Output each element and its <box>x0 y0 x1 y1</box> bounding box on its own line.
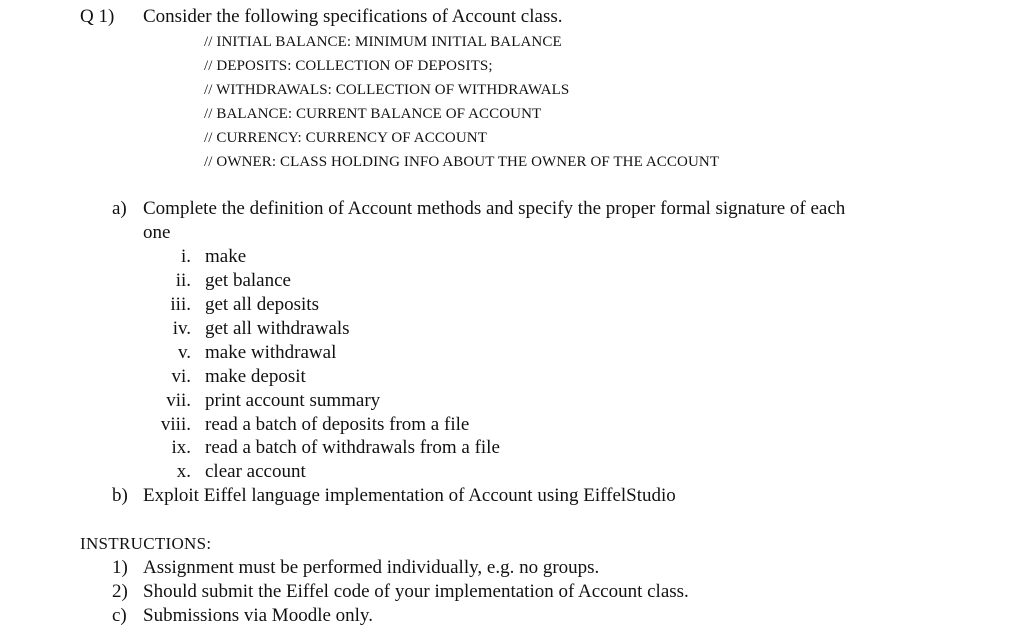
part-b-text: Exploit Eiffel language implementation of Account using EiffelStudio <box>143 485 676 506</box>
part-a-text: Complete the definition of Account methods and specify the proper formal signature of each <box>143 198 846 219</box>
instruction-text: Assignment must be performed individually, e.g. no groups. <box>143 557 600 578</box>
instruction-label: c) <box>112 605 127 626</box>
method-number: iii. <box>170 294 191 315</box>
method-number: ii. <box>175 270 191 291</box>
method-number: iv. <box>172 318 191 339</box>
method-item: print account summary <box>205 390 381 411</box>
instruction-text: Should submit the Eiffel code of your implementation of Account class. <box>143 581 689 602</box>
method-number: x. <box>176 461 191 482</box>
method-item: clear account <box>205 461 306 482</box>
question-label: Q 1) <box>80 6 115 27</box>
method-item: make withdrawal <box>205 342 337 363</box>
method-number: i. <box>180 246 191 267</box>
method-number: vii. <box>166 390 191 411</box>
method-item: read a batch of withdrawals from a file <box>205 437 500 458</box>
spec-line: // WITHDRAWALS: COLLECTION OF WITHDRAWALS <box>204 82 570 98</box>
part-a-label: a) <box>112 198 127 219</box>
method-item: read a batch of deposits from a file <box>205 414 470 435</box>
spec-line: // DEPOSITS: COLLECTION OF DEPOSITS; <box>204 58 493 74</box>
instructions-heading: INSTRUCTIONS: <box>80 534 212 553</box>
method-number: ix. <box>171 437 191 458</box>
part-a-text-cont: one <box>143 222 171 243</box>
method-item: make <box>205 246 247 267</box>
instruction-text: Submissions via Moodle only. <box>143 605 373 626</box>
method-item: get balance <box>205 270 291 291</box>
method-item: get all withdrawals <box>205 318 350 339</box>
question-intro: Consider the following specifications of Account class. <box>143 6 563 27</box>
spec-line: // BALANCE: CURRENT BALANCE OF ACCOUNT <box>204 106 542 122</box>
method-item: make deposit <box>205 366 306 387</box>
instruction-label: 2) <box>112 581 128 602</box>
spec-line: // CURRENCY: CURRENCY OF ACCOUNT <box>204 130 487 146</box>
spec-line: // INITIAL BALANCE: MINIMUM INITIAL BALANCE <box>204 34 562 50</box>
spec-line: // OWNER: CLASS HOLDING INFO ABOUT THE OWNER OF THE ACCOUNT <box>204 154 720 170</box>
method-number: viii. <box>160 414 191 435</box>
part-b-label: b) <box>112 485 128 506</box>
method-number: vi. <box>171 366 191 387</box>
method-number: v. <box>177 342 191 363</box>
method-item: get all deposits <box>205 294 319 315</box>
instruction-label: 1) <box>112 557 128 578</box>
